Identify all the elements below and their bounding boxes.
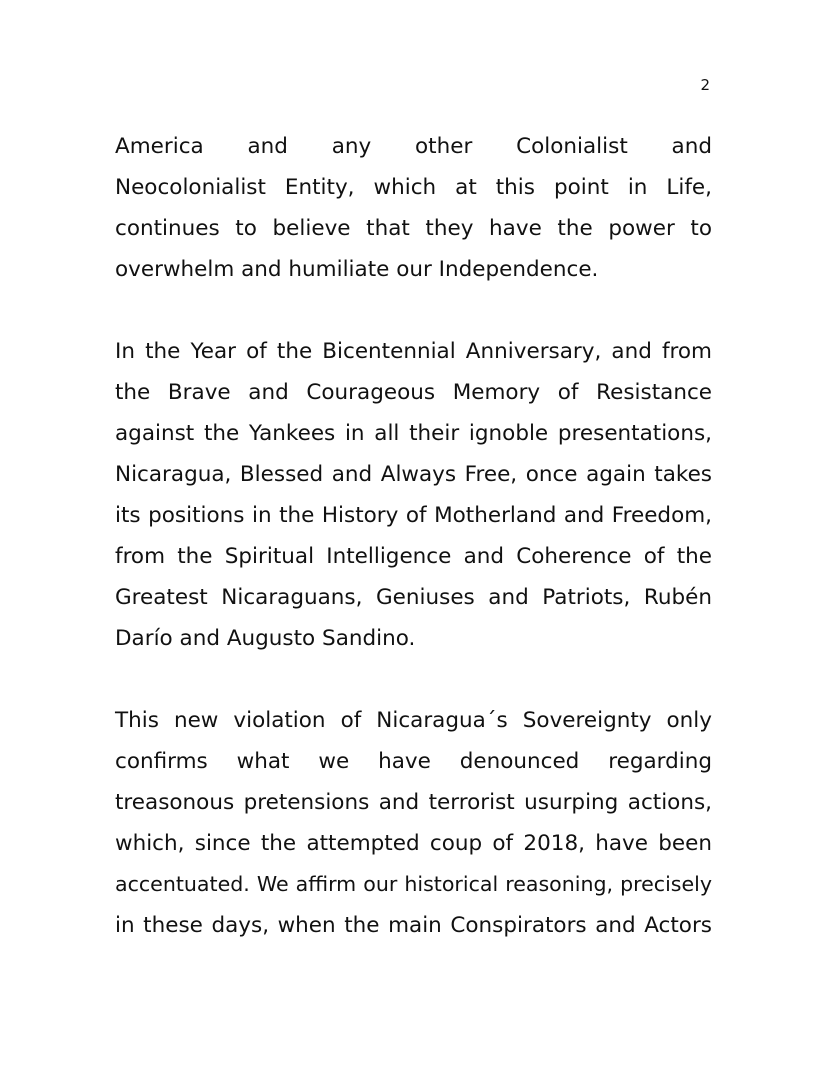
text-line: Neocolonialist Entity, which at this point in Life, xyxy=(115,175,712,200)
text-line: Darío and Augusto Sandino. xyxy=(115,626,416,651)
text-line: America and any other Colonialist and xyxy=(115,134,712,159)
text-line: overwhelm and humiliate our Independence. xyxy=(115,257,599,282)
text-line: This new violation of Nicaragua´s Sovereignty only xyxy=(115,708,712,733)
text-line: which, since the attempted coup of 2018, have been xyxy=(115,831,712,856)
document-body xyxy=(115,126,712,987)
page-number: 2 xyxy=(700,76,710,94)
text-line: against the Yankees in all their ignoble presentations, xyxy=(115,421,712,446)
paragraph-3 xyxy=(115,700,712,946)
text-line: continues to believe that they have the power to xyxy=(115,216,712,241)
text-line: in these days, when the main Conspirators and Actors xyxy=(115,913,712,938)
text-line: from the Spiritual Intelligence and Coherence of the xyxy=(115,544,712,569)
paragraph-1 xyxy=(115,126,712,290)
text-line: Nicaragua, Blessed and Always Free, once again takes xyxy=(115,462,712,487)
text-line: accentuated. We affirm our historical reasoning, precisely xyxy=(115,872,712,896)
paragraph-2 xyxy=(115,331,712,659)
text-line: confirms what we have denounced regarding xyxy=(115,749,712,774)
text-line: its positions in the History of Motherland and Freedom, xyxy=(115,503,712,528)
text-line: In the Year of the Bicentennial Anniversary, and from xyxy=(115,339,712,364)
text-line: treasonous pretensions and terrorist usurping actions, xyxy=(115,790,712,815)
text-line: Greatest Nicaraguans, Geniuses and Patriots, Rubén xyxy=(115,585,712,610)
text-line: the Brave and Courageous Memory of Resistance xyxy=(115,380,712,405)
